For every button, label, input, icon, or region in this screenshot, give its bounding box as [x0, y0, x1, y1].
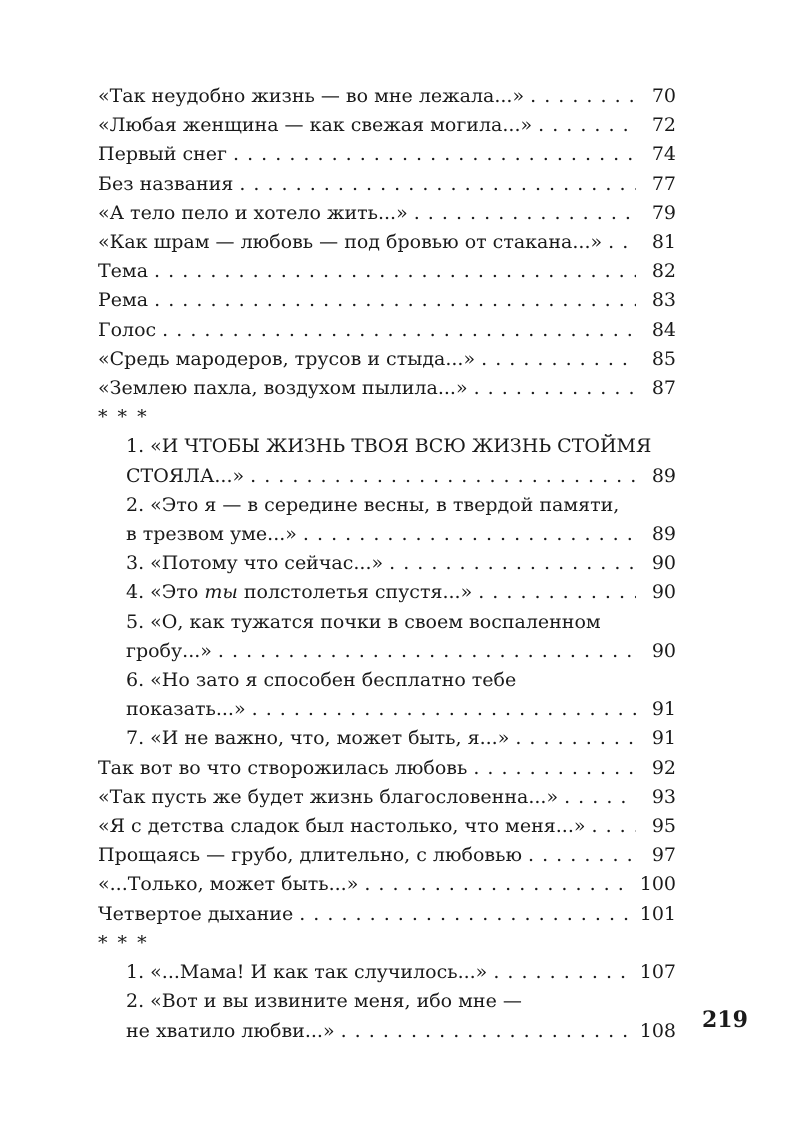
- toc-entry-title: 1. «...Мама! И как так случилось...»: [126, 961, 488, 984]
- toc-entry-page: 90: [651, 639, 676, 662]
- page-number: 219: [702, 1007, 748, 1033]
- toc-entry-title: «...Только, может быть...»: [98, 873, 359, 896]
- toc-entry: [98, 900, 676, 929]
- toc-entry-page: 79: [651, 201, 676, 224]
- dot-leader: [218, 637, 636, 666]
- dot-leader: [341, 1017, 632, 1046]
- dot-leader: [162, 316, 636, 345]
- toc-entry-title-line1: 5. «О, как тужатся почки в своем воспаленном: [126, 610, 601, 633]
- dot-leader: [154, 286, 636, 315]
- toc-entry-page: 91: [651, 727, 676, 750]
- dot-leader: [364, 870, 631, 899]
- toc-entry: [98, 783, 676, 812]
- toc-entry: [98, 374, 676, 403]
- toc-entry: [98, 82, 676, 111]
- toc-entry-title: Первый снег: [98, 143, 228, 166]
- toc-entry: [98, 754, 676, 783]
- dot-leader: [608, 228, 636, 257]
- toc-entry-page: 77: [651, 172, 676, 195]
- toc-entry-title: 3. «Потому что сейчас...»: [126, 552, 384, 575]
- title-part: 4. «Это: [126, 581, 205, 604]
- toc-entry-title: Без названия: [98, 172, 234, 195]
- toc-entry-title: Голос: [98, 318, 157, 341]
- toc-entry: [98, 140, 676, 169]
- toc-entry-page: 70: [651, 85, 676, 107]
- dot-leader: [528, 841, 636, 870]
- section-divider: * * *: [98, 931, 149, 954]
- toc-entry-title: Так вот во что створожилась любовь: [98, 756, 468, 779]
- toc-entry-title: [126, 578, 472, 607]
- toc-entry-title: «Землею пахла, воздухом пылила...»: [98, 377, 468, 400]
- toc-entry-title: Тема: [98, 260, 149, 283]
- dot-leader: [250, 462, 636, 491]
- dot-leader: [414, 199, 636, 228]
- dot-leader: [478, 578, 636, 607]
- toc-entry-page: 81: [651, 231, 676, 254]
- toc-entry: [98, 432, 676, 490]
- toc-entry: [98, 111, 676, 140]
- toc-entry-title-line1: 2. «Вот и вы извините меня, ибо мне —: [126, 990, 522, 1013]
- section-divider: * * *: [98, 406, 149, 429]
- toc-entry-page: 87: [651, 377, 676, 400]
- toc-entry-page: 101: [639, 902, 676, 925]
- toc-entry: [98, 228, 676, 257]
- dot-leader: [154, 257, 636, 286]
- toc-entry-title: 7. «И не важно, что, может быть, я...»: [126, 727, 510, 750]
- toc-entry-page: 100: [639, 873, 676, 896]
- toc-entry-title: «Я с детства сладок был настолько, что меня...»: [98, 815, 586, 838]
- toc-entry-page: 89: [651, 523, 676, 546]
- toc-entry-title: «Средь мародеров, трусов и стыда...»: [98, 347, 476, 370]
- toc-entry-title-line2: в трезвом уме...»: [126, 523, 297, 546]
- dot-leader: [591, 812, 636, 841]
- toc-entry-page: 90: [651, 552, 676, 575]
- toc-entry-page: 108: [639, 1019, 676, 1042]
- toc-entry-title: «Так пусть же будет жизнь благословенна...»: [98, 785, 559, 808]
- toc-entry: [98, 812, 676, 841]
- toc-entry-title: Четвертое дыхание: [98, 902, 294, 925]
- dot-leader: [233, 140, 636, 169]
- toc-entry-title-line1: 1. «И ЧТОБЫ ЖИЗНЬ ТВОЯ ВСЮ ЖИЗНЬ СТОЙМЯ: [126, 435, 652, 458]
- toc-entry-title-line1: 2. «Это я — в середине весны, в твердой памяти,: [126, 493, 620, 516]
- toc-entry-page: 93: [651, 785, 676, 808]
- toc-entry: [98, 286, 676, 315]
- toc-entry-page: 107: [639, 961, 676, 984]
- dot-leader: [481, 345, 636, 374]
- toc-entry-title: «А тело пело и хотело жить...»: [98, 201, 408, 224]
- dot-leader: [530, 82, 636, 111]
- toc-entry: [98, 958, 676, 987]
- dot-leader: [239, 170, 636, 199]
- toc-entry: [98, 199, 676, 228]
- dot-leader: [303, 520, 636, 549]
- toc-entry-title: Прощаясь — грубо, длительно, с любовью: [98, 844, 523, 867]
- table-of-contents: [98, 82, 676, 1046]
- toc-entry: [98, 549, 676, 578]
- toc-entry-title-line2: не хватило любви...»: [126, 1019, 335, 1042]
- toc-entry-title-line1: 6. «Но зато я способен бесплатно тебе: [126, 669, 517, 692]
- toc-entry: [98, 491, 676, 549]
- toc-entry-page: 95: [651, 815, 676, 838]
- toc-entry-title: Рема: [98, 289, 149, 312]
- toc-entry: [98, 170, 676, 199]
- dot-leader: [564, 783, 636, 812]
- toc-entry-title-line2: СТОЯЛА...»: [126, 464, 245, 487]
- dot-leader: [473, 754, 636, 783]
- toc-entry: [98, 257, 676, 286]
- toc-entry: [98, 841, 676, 870]
- toc-entry-page: 90: [651, 581, 676, 604]
- toc-entry-title: «Так неудобно жизнь — во мне лежала...»: [98, 85, 525, 107]
- toc-entry-page: 83: [651, 289, 676, 312]
- toc-entry: [98, 345, 676, 374]
- toc-entry-page: 89: [651, 464, 676, 487]
- dot-leader: [252, 695, 636, 724]
- toc-entry-page: 74: [651, 143, 676, 166]
- toc-entry: [98, 724, 676, 753]
- dot-leader: [493, 958, 631, 987]
- title-emphasis: ты: [204, 581, 238, 604]
- toc-entry-page: 97: [651, 844, 676, 867]
- dot-leader: [515, 724, 636, 753]
- dot-leader: [538, 111, 636, 140]
- dot-leader: [389, 549, 636, 578]
- toc-entry: [98, 608, 676, 666]
- toc-entry-title-line2: показать...»: [126, 698, 246, 721]
- toc-entry: [98, 578, 676, 607]
- dot-leader: [299, 900, 632, 929]
- toc-entry-page: 82: [651, 260, 676, 283]
- toc-entry-title: «Любая женщина — как свежая могила...»: [98, 114, 533, 137]
- toc-entry-page: 92: [651, 756, 676, 779]
- toc-entry-page: 84: [651, 318, 676, 341]
- toc-entry: [98, 666, 676, 724]
- toc-entry-title-line2: гробу...»: [126, 639, 212, 662]
- toc-entry: [98, 987, 676, 1045]
- toc-entry-page: 72: [651, 114, 676, 137]
- toc-entry-page: 85: [651, 347, 676, 370]
- dot-leader: [474, 374, 636, 403]
- toc-entry: [98, 316, 676, 345]
- toc-entry-title: «Как шрам — любовь — под бровью от стакана...»: [98, 231, 603, 254]
- title-part: полстолетья спустя...»: [237, 581, 473, 604]
- toc-entry-page: 91: [651, 698, 676, 721]
- toc-entry: [98, 870, 676, 899]
